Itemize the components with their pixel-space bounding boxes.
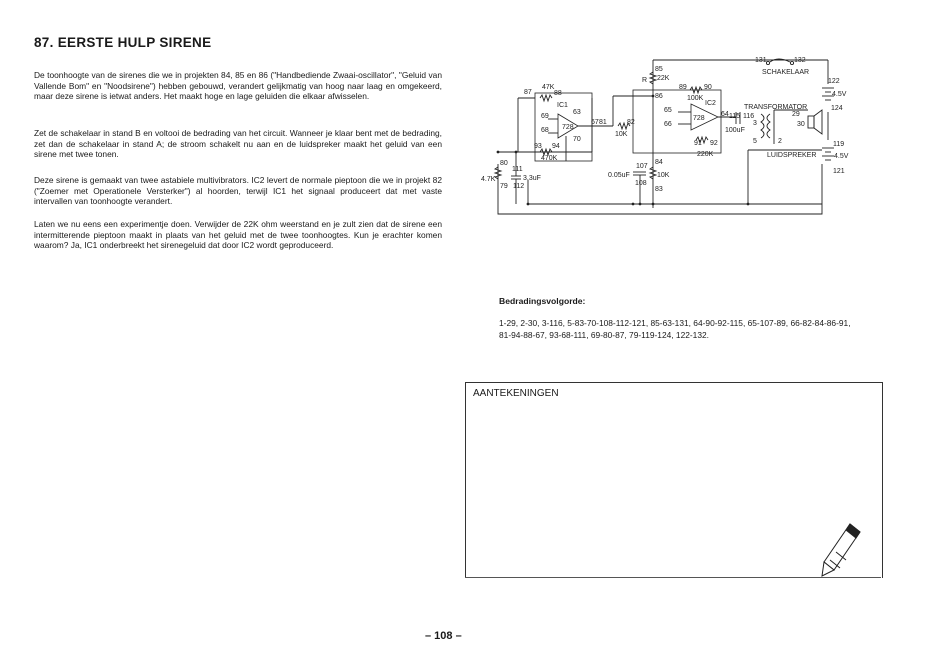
label-4-5v-bottom: 4.5V	[834, 153, 849, 160]
label-220k: 220K	[697, 151, 714, 158]
label-87: 87	[524, 89, 532, 96]
label-10k-2: 10K	[657, 172, 670, 179]
label-111: 111	[512, 166, 523, 173]
label-124: 124	[831, 105, 843, 112]
paragraph-intro: De toonhoogte van de sirenes die we in projekten 84, 85 en 86 ("Handbediende Zwaai-oscillator", "Geluid van Vallende Bom" en "Noodsirene") hebben gebouwd, verandert gelijkmatig van hoog naar laag en omgekeerd, maar deze sirene is ietwat anders. Het maakt hoge en lage geluiden die elkaar afwisselen.	[34, 70, 442, 102]
label-65: 65	[664, 107, 672, 114]
label-470k: 470K	[541, 155, 558, 162]
label-122: 122	[828, 78, 840, 85]
label-131: 131	[755, 57, 767, 64]
notes-title: AANTEKENINGEN	[473, 388, 559, 399]
label-132: 132	[794, 57, 806, 64]
label-64: 64	[721, 111, 729, 118]
label-80: 80	[500, 160, 508, 167]
paragraph-experiment: Laten we nu eens een experimentje doen. Verwijder de 22K ohm weerstand en je zult zien dat de sirene een intermitterende pieptoon maakt in plaats van het geluid met de twee toonhoogtes. Kun je erachter komen waarom? Ja, IC1 onderbreekt het sirenegeluid dat door IC2 wordt geproduceerd.	[34, 219, 442, 251]
label-63: 63	[573, 109, 581, 116]
label-115: 115	[729, 113, 741, 120]
notes-box-bottom-line	[465, 577, 881, 578]
label-transformator: TRANSFORMATOR	[744, 104, 808, 111]
label-4-7k: 4.7K	[481, 176, 496, 183]
label-85: 85	[655, 66, 663, 73]
label-79: 79	[500, 183, 508, 190]
wiring-order-title: Bedradingsvolgorde:	[499, 296, 586, 306]
label-66: 66	[664, 121, 672, 128]
label-81: 81	[599, 119, 607, 126]
label-5: 5	[753, 138, 757, 145]
label-68: 68	[541, 127, 549, 134]
label-r: R	[642, 77, 648, 84]
label-3: 3	[753, 120, 757, 127]
label-108: 108	[635, 180, 647, 187]
label-69: 69	[541, 113, 549, 120]
label-83: 83	[655, 186, 663, 193]
label-3-3uf: 3.3uF	[523, 175, 541, 182]
label-88: 88	[554, 90, 562, 97]
label-119: 119	[833, 141, 845, 148]
circuit-schematic	[478, 52, 850, 218]
label-92: 92	[710, 140, 718, 147]
label-728-ic1: 728	[562, 124, 574, 131]
label-luidspreker: LUIDSPREKER	[767, 152, 817, 159]
pencil-icon	[820, 520, 864, 580]
label-67: 67	[591, 119, 599, 126]
label-10k: 10K	[615, 131, 628, 138]
page-title: 87. EERSTE HULP SIRENE	[34, 35, 212, 50]
label-47k: 47K	[542, 84, 555, 91]
label-121: 121	[833, 168, 845, 175]
label-100uf: 100uF	[725, 127, 745, 134]
paragraph-multivibrators: Deze sirene is gemaakt van twee astabiele multivibrators. IC2 levert de normale pieptoon die we in projekt 82 ("Zoemer met Operationele Versterker") al hoorden, terwijl IC1 het signaal produceert dat met vaste intervallen van toonhoogte verandert.	[34, 175, 442, 207]
label-100k: 100K	[687, 95, 704, 102]
label-ic1: IC1	[557, 102, 568, 109]
label-84: 84	[655, 159, 663, 166]
label-90: 90	[704, 84, 712, 91]
label-112: 112	[513, 183, 525, 190]
label-86: 86	[655, 93, 663, 100]
paragraph-switch-instructions: Zet de schakelaar in stand B en voltooi de bedrading van het circuit. Wanneer je klaar bent met de bedrading, zet dan de schakelaar in stand A; de stroom schakelt nu aan en de luidspreker maakt het geluid van een sirene met twee tonen.	[34, 128, 442, 160]
label-29: 29	[792, 111, 800, 118]
label-94: 94	[552, 143, 560, 150]
page-number: – 108 –	[425, 630, 462, 642]
wiring-order-sequence: 1-29, 2-30, 3-116, 5-83-70-108-112-121, 85-63-131, 64-90-92-115, 65-107-89, 66-82-84-86-91, 81-94-88-67, 93-68-111, 69-80-87, 79-119-124, 122-132.	[499, 318, 851, 340]
label-116: 116	[743, 113, 755, 120]
label-2: 2	[778, 138, 782, 145]
label-89: 89	[679, 84, 687, 91]
label-4-5v-top: 4.5V	[832, 91, 847, 98]
label-107: 107	[636, 163, 648, 170]
label-728-ic2: 728	[693, 115, 705, 122]
label-0-05uf: 0.05uF	[608, 172, 630, 179]
label-schakelaar: SCHAKELAAR	[762, 69, 810, 76]
label-91: 91	[694, 140, 702, 147]
label-30: 30	[797, 121, 805, 128]
label-ic2: IC2	[705, 100, 716, 107]
label-93: 93	[534, 143, 542, 150]
label-82: 82	[627, 119, 635, 126]
label-22k: 22K	[657, 75, 670, 82]
label-70: 70	[573, 136, 581, 143]
